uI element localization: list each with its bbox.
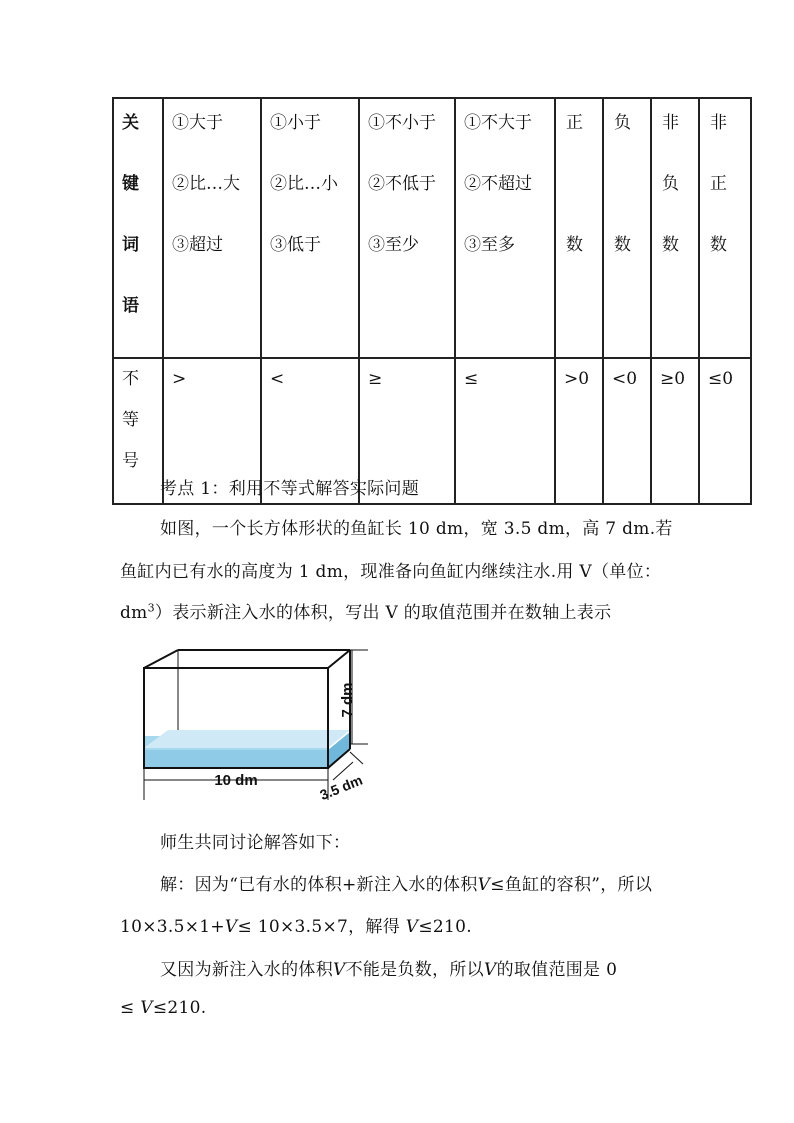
symbol-cell: <0 bbox=[603, 358, 651, 504]
solution-line-2: 10×3.5×1+V≤ 10×3.5×7，解得 V≤210. bbox=[120, 917, 472, 937]
keyword-cell-positive: 正 数 bbox=[555, 98, 603, 358]
solution-line-4: ≤ V≤210. bbox=[120, 998, 207, 1018]
fish-tank-figure bbox=[128, 640, 388, 805]
symbol-cell: < bbox=[261, 358, 359, 504]
row-header-keywords: 关 键 词 语 bbox=[113, 98, 163, 358]
keyword-cell-not-less: ①不小于 ②不低于 ③至少 bbox=[359, 98, 455, 358]
width-label: 3.5 dm bbox=[317, 771, 365, 804]
symbol-cell: ≤ bbox=[455, 358, 555, 504]
keyword-cell-non-positive: 非 正 数 bbox=[699, 98, 751, 358]
water-surface bbox=[144, 730, 350, 748]
keyword-cell-not-greater: ①不大于 ②不超过 ③至多 bbox=[455, 98, 555, 358]
water-front-lower bbox=[144, 750, 328, 768]
length-label: 10 dm bbox=[214, 772, 258, 789]
keyword-cell-non-negative: 非 负 数 bbox=[651, 98, 699, 358]
symbol-cell: ≤0 bbox=[699, 358, 751, 504]
symbol-cell: ≥0 bbox=[651, 358, 699, 504]
height-label: 7 dm bbox=[339, 682, 356, 718]
problem-line-2: 鱼缸内已有水的高度为 1 dm，现准备向鱼缸内继续注水.用 V（单位： bbox=[120, 562, 662, 582]
kaodian-heading: 考点 1：利用不等式解答实际问题 bbox=[160, 479, 420, 499]
problem-line-3: $dm^3$）表示新注入水的体积，写出 V 的取值范围并在数轴上表示 bbox=[120, 601, 612, 623]
solution-line-1: 解：因为“已有水的体积+新注入水的体积V≤鱼缸的容积”，所以 bbox=[160, 875, 653, 895]
symbol-cell: > bbox=[163, 358, 261, 504]
discussion-line: 师生共同讨论解答如下： bbox=[160, 833, 351, 853]
problem-line-1: 如图，一个长方体形状的鱼缸长 10 dm，宽 3.5 dm，高 7 dm.若 bbox=[160, 519, 673, 539]
symbol-cell: ≥ bbox=[359, 358, 455, 504]
symbol-cell: >0 bbox=[555, 358, 603, 504]
keyword-cell-negative: 负 数 bbox=[603, 98, 651, 358]
keyword-cell-greater: ①大于 ②比…大 ③超过 bbox=[163, 98, 261, 358]
keyword-cell-less: ①小于 ②比…小 ③低于 bbox=[261, 98, 359, 358]
row-header-symbols: 不 等 号 bbox=[113, 358, 163, 504]
keyword-row bbox=[113, 98, 751, 358]
keyword-table bbox=[112, 97, 752, 505]
solution-line-3: 又因为新注入水的体积V不能是负数，所以V的取值范围是 0 bbox=[160, 960, 618, 980]
